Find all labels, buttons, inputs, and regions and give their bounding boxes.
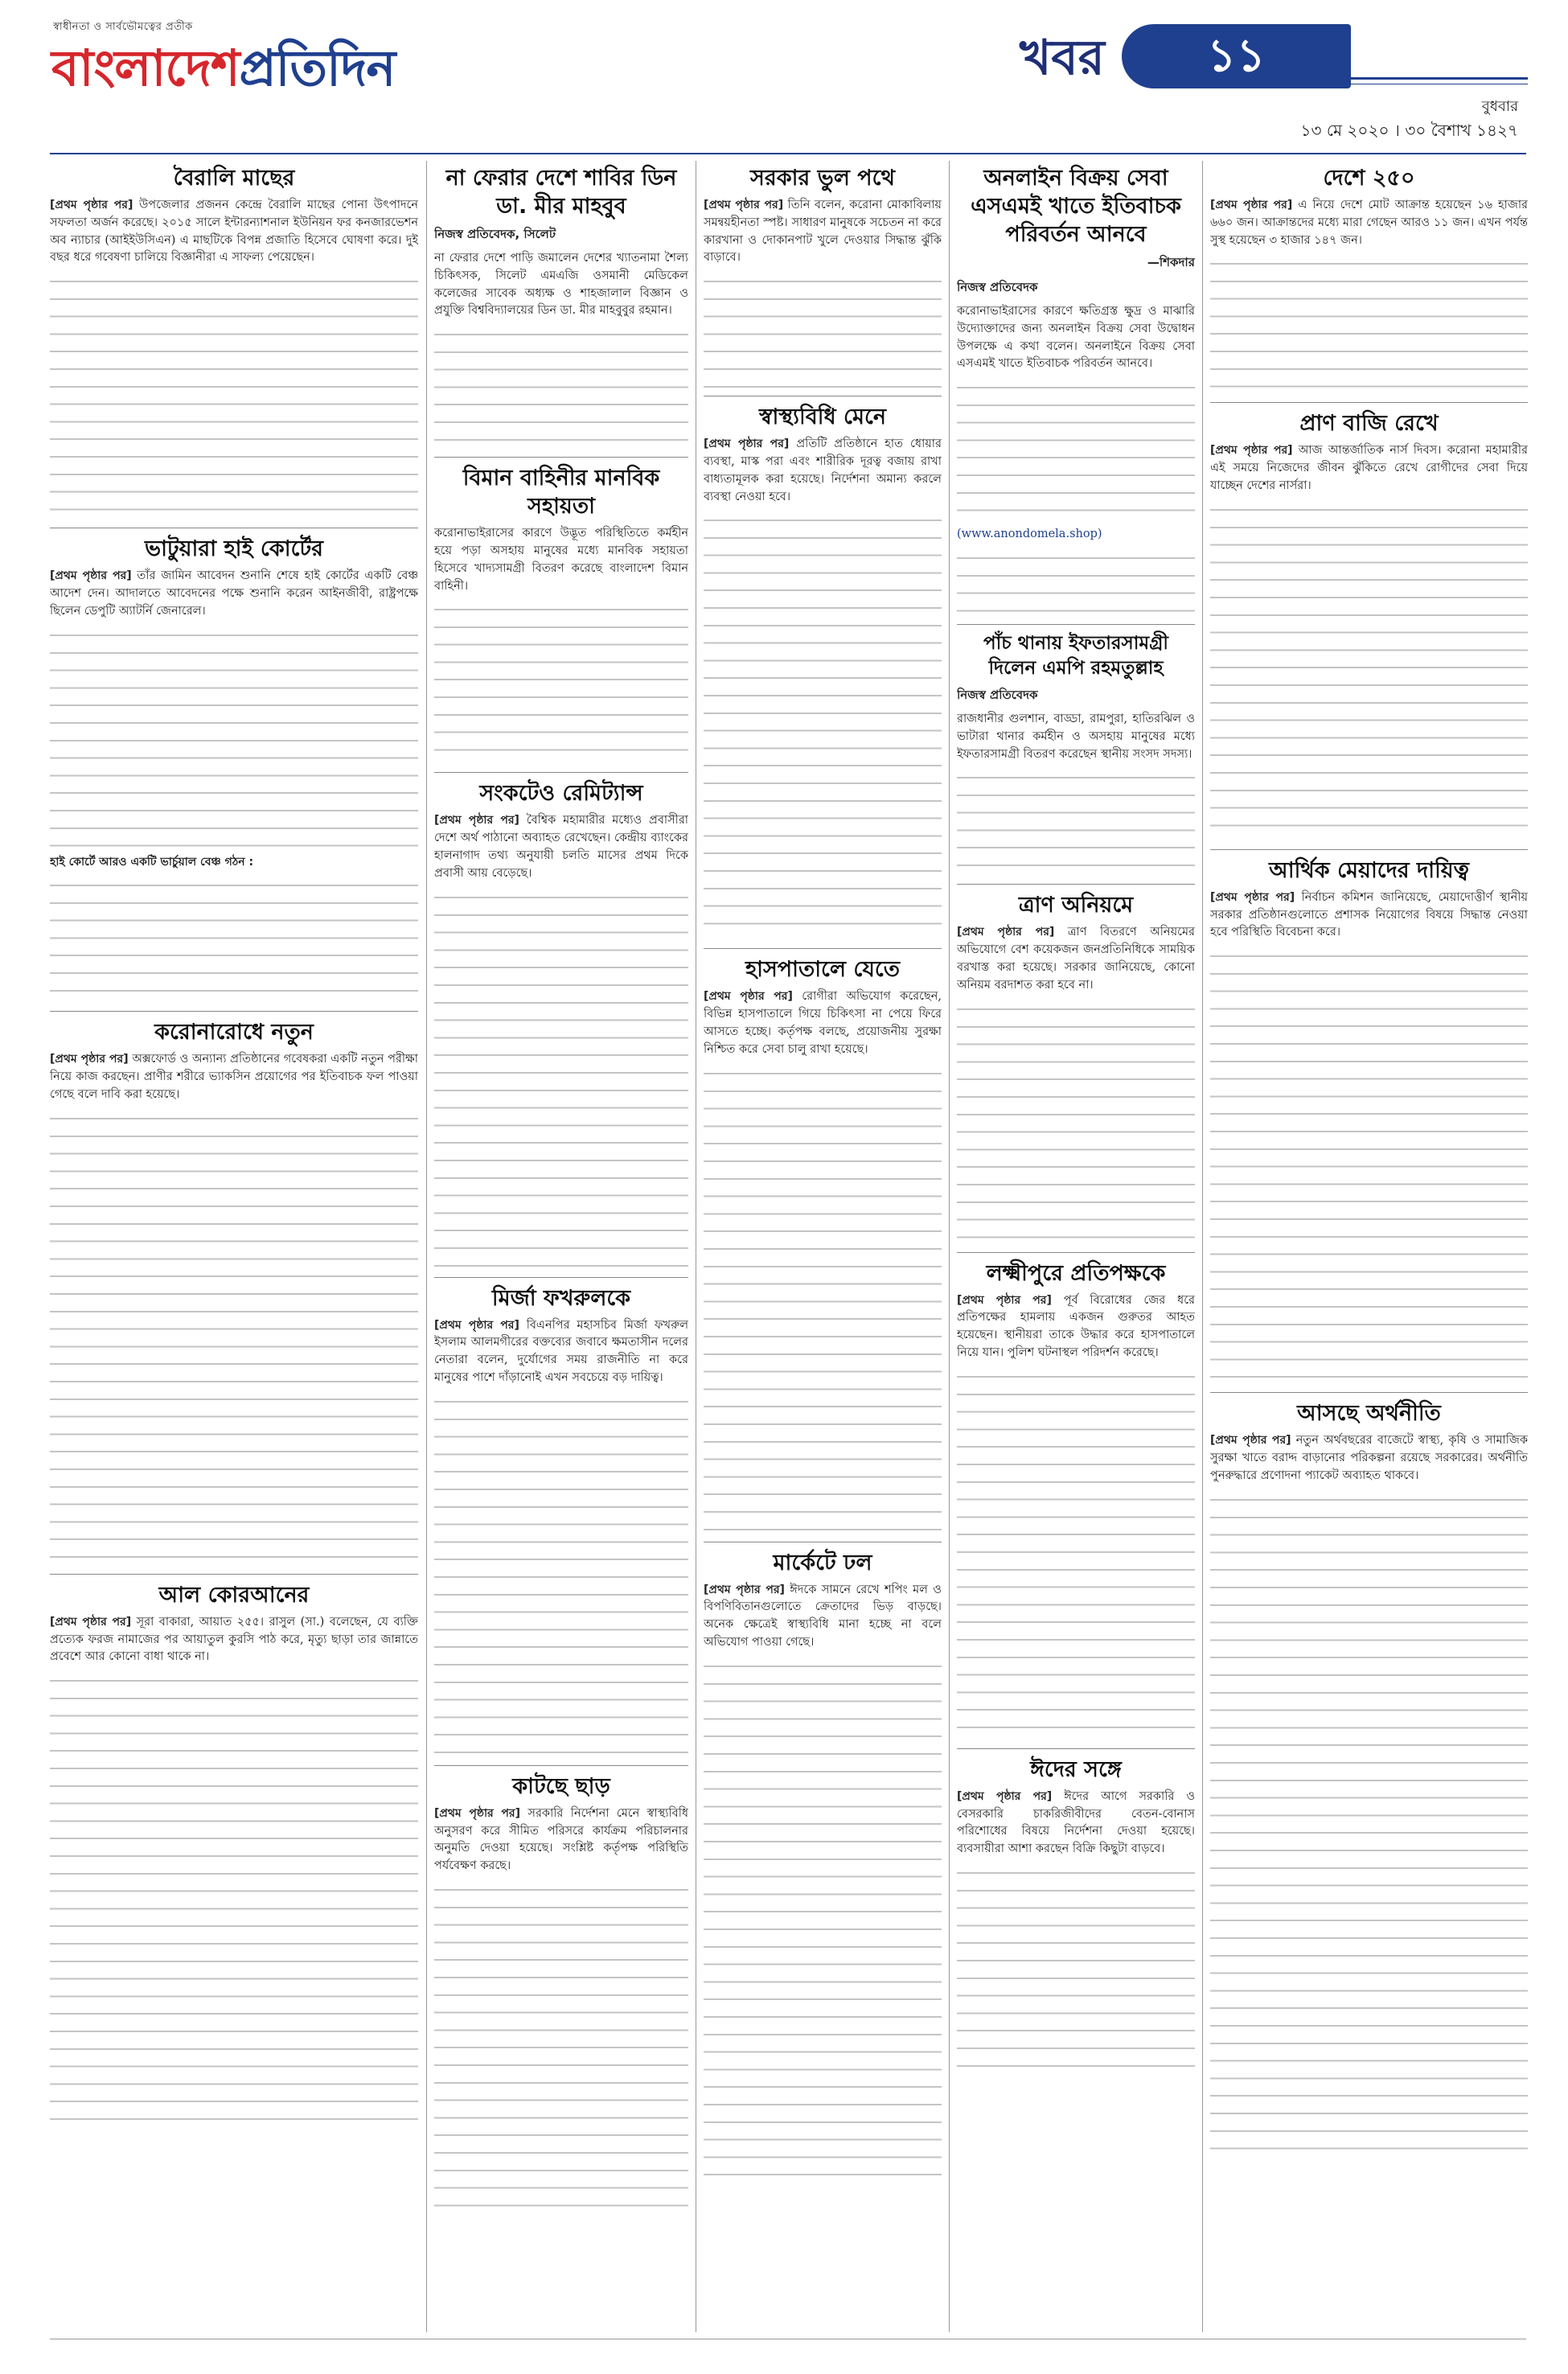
article-lead: আজ আন্তর্জাতিক নার্স দিবস। করোনা মহামারীর এই সময়ে নিজেদের জীবন ঝুঁকিতে রেখে রোগীদের সেবা দিয়ে যাচ্ছেন দেশের নার্সরা। [1210, 444, 1528, 492]
sub-label: হাই কোর্টে আরও একটি ভার্চুয়াল বেঞ্চ গঠন : [50, 855, 254, 869]
article-body [50, 197, 418, 267]
article-panch [957, 624, 1195, 876]
article-body [434, 1317, 688, 1387]
headline: আর্থিক মেয়াদের দায়িত্ব [1269, 857, 1469, 883]
logo-word-2: প্রতিদিন [239, 39, 396, 97]
website-link[interactable]: (www.anondomela.shop) [957, 528, 1102, 541]
article-text-block [434, 328, 688, 449]
article-vatuara [50, 528, 418, 1000]
article-ashche [1210, 1392, 1528, 2152]
continued-ref: [প্রথম পৃষ্ঠার পর] [434, 814, 519, 828]
article-lead: ঈদের আগে সরকারি ও বেসরকারি চাকরিজীবীদের বেতন-বোনাস পরিশোধের বিষয়ে নির্দেশনা দেওয়া হয়েছে। ব্যবসায়ীরা আশা করছেন বিক্রি কিছুটা বাড়বে। [957, 1789, 1195, 1856]
article-text-block [1210, 1493, 1528, 2153]
article-lead: অক্সফোর্ড ও অন্যান্য প্রতিষ্ঠানের গবেষকরা একটি নতুন পরীক্ষা নিয়ে কাজ করছেন। প্রাণীর শরীরে ভ্যাকসিন প্রয়োগের পর ইতিবাচক ফল পাওয়া গেছে বলে দাবি করা হয়েছে। [50, 1053, 418, 1101]
continued-ref: [প্রথম পৃষ্ঠার পর] [1210, 890, 1295, 904]
article-body [704, 197, 942, 267]
headline: ভাটুয়ারা হাই কোর্টের [144, 536, 324, 562]
issue-date: ১৩ মে ২০২০ । ৩০ বৈশাখ ১৪২৭ [1300, 121, 1518, 140]
headline: লক্ষ্মীপুরে প্রতিপক্ষকে [986, 1260, 1166, 1286]
column-4 [957, 161, 1195, 2332]
logo-word-1: বাংলাদেশ [51, 39, 240, 97]
article-text-block [704, 1067, 942, 1534]
article-text-block [434, 891, 688, 1269]
masthead-tagline: স্বাধীনতা ও সার্বভৌমত্বের প্রতীক [53, 21, 193, 33]
headline: না ফেরার দেশে শাবির ডিন ডা. মীর মাহবুব [445, 166, 677, 219]
article-lead: রোগীরা অভিযোগ করেছেন, বিভিন্ন হাসপাতালে গিয়ে চিকিৎসা না পেয়ে ফিরে আসতে হচ্ছে। কর্তৃপক্ষ বলছে, প্রয়োজনীয় সুরক্ষা নিশ্চিত করে সেবা চালু রাখা হয়েছে। [704, 990, 942, 1056]
headline: বিমান বাহিনীর মানবিক সহায়তা [462, 466, 660, 520]
headline: সংকটেও রেমিট্যান্স [479, 781, 643, 807]
article-lead: নির্বাচন কমিশন জানিয়েছে, মেয়াদোত্তীর্ণ স্থানীয় সরকার প্রতিষ্ঠানগুলোতে প্রশাসক নিয়োগের বিষয়ে সিদ্ধান্ত নেওয়া হবে পরিস্থিতি বিবেচনা করে। [1210, 890, 1528, 939]
article-eid [957, 1748, 1195, 2068]
byline: নিজস্ব প্রতিবেদক, সিলেট [434, 227, 556, 241]
article-lead: তিনি বলেন, করোনা মোকাবিলায় সমন্বয়হীনতা স্পষ্ট। সাধারণ মানুষকে সচেতন না করে কারখানা ও দোকানপাট খুলে দেওয়ার সিদ্ধান্ত ঝুঁকি বাড়াবে। [704, 199, 942, 265]
headline: স্বাস্থ্যবিধি মেনে [759, 405, 886, 430]
headline: মার্কেটে ঢল [773, 1550, 872, 1575]
article-body [1210, 889, 1528, 942]
byline: নিজস্ব প্রতিবেদক [957, 687, 1038, 702]
headline: সরকার ভুল পথে [750, 166, 895, 191]
masthead-rule [1335, 77, 1528, 80]
article-lead: সরকারি নির্দেশনা মেনে স্বাস্থ্যবিধি অনুসরণ করে সীমিত পরিসরে কার্যক্রম পরিচালনার অনুমতি দেওয়া হয়েছে। সংশ্লিষ্ট কর্তৃপক্ষ পরিস্থিতি পর্যবেক্ষণ করছে। [434, 1806, 688, 1873]
section-title: খবর [1020, 30, 1105, 86]
article-sarkar [704, 164, 942, 388]
article-body [1210, 442, 1528, 495]
continued-ref: [প্রথম পৃষ্ঠার পর] [704, 437, 790, 451]
article-text-block [957, 552, 1195, 616]
article-body [50, 1051, 418, 1103]
article-mirza [434, 1277, 688, 1757]
headline: দেশে ২৫০ [1323, 166, 1415, 191]
article-text-block [50, 1674, 418, 2125]
column-divider [949, 161, 950, 2332]
continued-ref: [প্রথম পৃষ্ঠার পর] [434, 1318, 519, 1332]
article-text-block [434, 1883, 688, 2221]
article-lakshmi [957, 1252, 1195, 1740]
article-biman [434, 457, 688, 764]
continued-ref: [প্রথম পৃষ্ঠার পর] [704, 990, 793, 1004]
continued-ref: [প্রথম পৃষ্ঠার পর] [1210, 444, 1293, 458]
continued-ref: [প্রথম পৃষ্ঠার পর] [957, 1293, 1052, 1307]
article-text-block [704, 275, 942, 388]
continued-ref: [প্রথম পৃষ্ঠার পর] [957, 1789, 1053, 1803]
article-text-block [50, 879, 418, 1000]
article-body [957, 924, 1195, 994]
newspaper-logo [51, 40, 395, 97]
continued-ref: [প্রথম পৃষ্ঠার পর] [50, 1615, 132, 1629]
article-lead: এ নিয়ে দেশে মোট আক্রান্ত হয়েছেন ১৬ হাজার ৬৬০ জন। আক্রান্তদের মধ্যে মারা গেছেন আরও ১১ জন। এখন পর্যন্ত সুস্থ হয়েছেন ৩ হাজার ১৪৭ জন। [1210, 199, 1528, 247]
quote-attribution: —শিকদার [1147, 255, 1195, 269]
article-lead: না ফেরার দেশে পাড়ি জমালেন দেশের খ্যাতনামা শৈল্য চিকিৎসক, সিলেট এমএজি ওসমানী মেডিকেল কলেজের সাবেক অধ্যক্ষ ও শাহজালাল বিজ্ঞান ও প্রযুক্তি বিশ্ববিদ্যালয়ের ডিন ডা. মীর মাহবুবুর রহমান। [434, 252, 688, 318]
continued-ref: [প্রথম পৃষ্ঠার পর] [704, 199, 784, 212]
column-5 [1210, 161, 1528, 2332]
headline: অনলাইন বিক্রয় সেবা এসএমই খাতে ইতিবাচক পরিবর্তন আনবে [971, 166, 1181, 247]
article-text-block [434, 603, 688, 764]
article-boiraly [50, 164, 418, 516]
article-body [704, 988, 942, 1058]
article-alquran [50, 1574, 418, 2125]
headline: কাটছে ছাড় [512, 1773, 610, 1799]
article-tran [957, 884, 1195, 1243]
article-lead: বৈশ্বিক মহামারীর মধ্যেও প্রবাসীরা দেশে অর্থ পাঠানো অব্যাহত রেখেছেন। কেন্দ্রীয় ব্যাংকের হালনাগাদ তথ্য অনুযায়ী চলতি মাসের প্রথম দিকে প্রবাসী আয় বেড়েছে। [434, 814, 688, 880]
headline: আল কোরআনের [158, 1582, 310, 1608]
headline: হাসপাতালে যেতে [745, 957, 901, 983]
article-lead: প্রতিটি প্রতিষ্ঠানে হাত ধোয়ার ব্যবস্থা, মাস্ক পরা এবং শারীরিক দূরত্ব বজায় রাখা বাধ্যতামূলক করা হয়েছে। নির্দেশনা অমান্য করলে ব্যবস্থা নেওয়া হবে। [704, 437, 942, 503]
article-lead: উপজেলার প্রজনন কেন্দ্রে বৈরালি মাছের পোনা উৎপাদনে সফলতা অর্জন করেছে। ২০১৫ সালে ইন্টারন্যাশনাল ইউনিয়ন ফর কনজারভেশন অব ন্যাচার (আইইউসিএন) এ মাছটিকে বিপন্ন প্রজাতি হিসেবে ঘোষণা করে। দুই বছর ধরে গবেষণা চালিয়ে বিজ্ঞানীরা এ সাফল্য পেয়েছেন। [50, 199, 418, 265]
article-body [434, 812, 688, 882]
article-text-block [1210, 257, 1528, 394]
column-divider [426, 161, 427, 2332]
article-text-block [957, 1003, 1195, 1244]
article-shabir [434, 164, 688, 449]
article-body-2 [50, 854, 418, 872]
headline: মির্জা ফখরুলকে [491, 1285, 631, 1311]
article-lead: ঈদকে সামনে রেখে শপিং মল ও বিপণিবিতানগুলোতে ক্রেতাদের ভিড় বাড়ছে। অনেক ক্ষেত্রেই স্বাস্থ্যবিধি মানা হচ্ছে না বলে অভিযোগ পাওয়া গেছে। [704, 1583, 942, 1649]
article-lead: ত্রাণ বিতরণে অনিয়মের অভিযোগে বেশ কয়েকজন জনপ্রতিনিধিকে সাময়িক বরখাস্ত করা হয়েছে। সরকার জানিয়েছে, কোনো অনিয়ম বরদাশত করা হবে না। [957, 926, 1195, 992]
article-text-block [704, 1660, 942, 2183]
article-online [957, 164, 1195, 616]
byline: নিজস্ব প্রতিবেদক [957, 280, 1038, 294]
article-text-block [50, 1112, 418, 1563]
continued-ref: [প্রথম পৃষ্ঠার পর] [1210, 1434, 1291, 1448]
continued-ref: [প্রথম পৃষ্ঠার পর] [1210, 199, 1293, 212]
article-body [1210, 197, 1528, 249]
article-shastho [704, 396, 942, 940]
column-2 [434, 161, 688, 2332]
article-text-block [1210, 503, 1528, 841]
continued-ref: [প্রথম পৃষ্ঠার পর] [50, 1053, 129, 1066]
article-text-block [434, 1395, 688, 1757]
page-number-badge: ১১ [1122, 24, 1351, 88]
article-text-block [957, 381, 1195, 526]
article-body [1210, 1432, 1528, 1485]
article-hospital [704, 948, 942, 1533]
issue-day: বুধবার [1481, 98, 1518, 115]
headline: বৈরালি মাছের [173, 166, 295, 191]
column-divider [1202, 161, 1203, 2332]
article-lead: রাজধানীর গুলশান, বাড্ডা, রামপুরা, হাতিরঝিল ও ভাটারা থানার কর্মহীন ও অসহায় মানুষের মধ্যে ইফতারসামগ্রী বিতরণ করেছেন স্থানীয় সংসদ সদস্য। [957, 712, 1195, 761]
article-text-block [50, 629, 418, 854]
article-text-block [704, 514, 942, 940]
article-sankat [434, 772, 688, 1268]
article-body [957, 1292, 1195, 1362]
masthead-bottom-rule [50, 153, 1526, 154]
article-lead: নতুন অর্থবছরের বাজেটে স্বাস্থ্য, কৃষি ও সামাজিক সুরক্ষা খাতে বরাদ্দ বাড়ানোর পরিকল্পনা রয়েছে সরকারের। অর্থনীতি পুনরুদ্ধারে প্রণোদনা প্যাকেট অব্যাহত থাকবে। [1210, 1434, 1528, 1482]
continued-ref: [প্রথম পৃষ্ঠার পর] [50, 199, 133, 212]
continued-ref: [প্রথম পৃষ্ঠার পর] [704, 1583, 785, 1596]
column-1 [50, 161, 418, 2332]
headline: প্রাণ বাজি রেখে [1299, 411, 1439, 437]
article-body [704, 436, 942, 506]
continued-ref: [প্রথম পৃষ্ঠার পর] [50, 569, 132, 583]
article-text-block [957, 1867, 1195, 2068]
article-desh [1210, 164, 1528, 394]
article-body [50, 568, 418, 620]
article-pran [1210, 402, 1528, 840]
article-text-block [1210, 950, 1528, 1384]
article-body [957, 1789, 1195, 1859]
article-text-block [50, 275, 418, 516]
headline: ঈদের সঙ্গে [1030, 1756, 1122, 1782]
article-body [704, 1582, 942, 1652]
article-lead: বিএনপির মহাসচিব মির্জা ফখরুল ইসলাম আলমগীরের বক্তব্যের জবাবে ক্ষমতাসীন দলের নেতারা বলেন, দুর্যোগের সময় রাজনীতি না করে মানুষের পাশে দাঁড়ানোই এখন সবচেয়ে বড় দায়িত্ব। [434, 1318, 688, 1384]
article-corona [50, 1011, 418, 1562]
article-lead: করোনাভাইরাসের কারণে ক্ষতিগ্রস্ত ক্ষুদ্র ও মাঝারি উদ্যোক্তাদের জন্য অনলাইন বিক্রয় সেবা উদ্বোধন উপলক্ষে এ কথা বলেন। অনলাইনে বিক্রয় সেবা এসএমই খাতে ইতিবাচক পরিবর্তন আনবে। [957, 305, 1195, 371]
article-text-block [957, 1370, 1195, 1740]
article-body [50, 1614, 418, 1666]
continued-ref: [প্রথম পৃষ্ঠার পর] [434, 1806, 520, 1820]
article-lead: তাঁর জামিন আবেদন শুনানি শেষে হাই কোর্টের একটি বেঞ্চ আদেশ দেন। আদালতে আবেদনের পক্ষে শুনানি করেন আইনজীবী, রাষ্ট্রপক্ষে ছিলেন ডেপুটি অ্যাটর্নি জেনারেল। [50, 569, 418, 618]
headline: পাঁচ থানায় ইফতারসামগ্রী দিলেন এমপি রহমতুল্লাহ [983, 632, 1168, 679]
article-lead: পূর্ব বিরোধের জের ধরে প্রতিপক্ষের হামলায় একজন গুরুতর আহত হয়েছেন। স্থানীয়রা তাকে উদ্ধার করে হাসপাতালে নিয়ে যান। পুলিশ ঘটনাস্থল পরিদর্শন করেছে। [957, 1293, 1195, 1359]
article-text-block [957, 771, 1195, 876]
article-lead: সূরা বাকারা, আয়াত ২৫৫। রাসুল (সা.) বলেছেন, যে ব্যক্তি প্রত্যেক ফরজ নামাজের পর আয়াতুল কুরসি পাঠ করে, মৃত্যু ছাড়া তার জান্নাতে প্রবেশে আর কোনো বাধা থাকে না। [50, 1615, 418, 1664]
headline: আসছে অর্থনীতি [1297, 1401, 1441, 1427]
article-katha [434, 1765, 688, 2221]
column-3 [704, 161, 942, 2332]
headline: করোনারোধে নতুন [154, 1020, 314, 1045]
article-arthik [1210, 849, 1528, 1384]
article-market [704, 1542, 942, 2183]
article-body [434, 1805, 688, 1875]
article-lead: করোনাভাইরাসের কারণে উদ্ভূত পরিস্থিতিতে কর্মহীন হয়ে পড়া অসহায় মানুষের মধ্যে মানবিক সহায়তা হিসেবে খাদ্যসামগ্রী বিতরণ করেছে বাংলাদেশ বিমান বাহিনী। [434, 527, 688, 593]
continued-ref: [প্রথম পৃষ্ঠার পর] [957, 926, 1055, 939]
headline: ত্রাণ অনিয়মে [1018, 893, 1134, 918]
masthead [0, 0, 1568, 153]
